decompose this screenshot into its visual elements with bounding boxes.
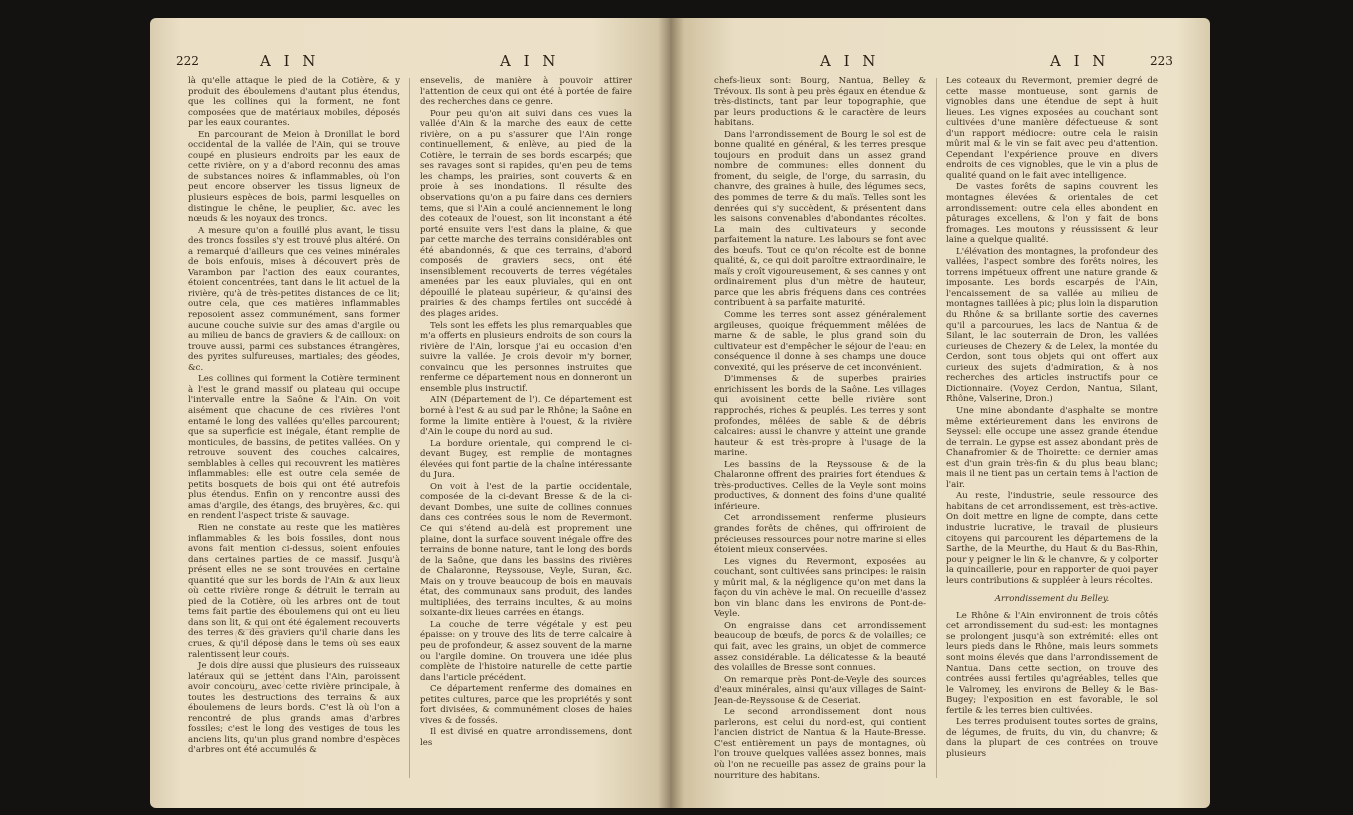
paragraph: Les bassins de la Reyssouse & de la Chalaronne offrent des prairies fort étendues & très-productives. Celles de la Veyle sont moins productives, & donnent des foins d'une qualité inférieure. bbox=[714, 459, 926, 512]
paragraph: On remarque près Pont-de-Veyle des sources d'eaux minérales, ainsi qu'aux villages de Saint-Jean-de-Reyssouse & de Ceseriat. bbox=[714, 674, 926, 706]
right-page-column-2 bbox=[946, 76, 1158, 794]
book-spread bbox=[150, 18, 1210, 808]
paragraph: Une mine abondante d'asphalte se montre même extérieurement dans les environs de Seyssel: elle occupe une assez grande étendue de terrain. Le gypse est assez abondant près de Chanafromier & de Thoirette: ce dernier amas est d'un grain très-fin & du plus beau blanc; mais il ne tient pas un certain tems à l'action de l'air. bbox=[946, 405, 1158, 490]
running-head-left-2: A I N bbox=[500, 52, 560, 70]
paragraph: Comme les terres sont assez généralement argileuses, quoique fréquemment mêlées de marne & de sable, le plus grand soin du cultivateur est d'empêcher le séjour de l'eau: en conséquence il donne à ses champs une douce convexité, qui les préserve de cet inconvénient. bbox=[714, 310, 926, 373]
paragraph: Les collines qui forment la Cotière terminent à l'est le grand massif ou plateau qui occupe l'intervalle entre la Saône & l'Ain. On voit aisément que chacune de ces rivières l'ont entamé le long des vallées qu'elles parcourent; que sa superficie est inégale, étant remplie de monticules, de bassins, de petites vallées. On y retrouve souvent des couches calcaires, semblables à celles qui recouvrent les matières inflammables: elle est outre cela semée de petits bosquets de bois qui ont été autrefois plus étendus. Enfin on y rencontre aussi des amas d'argile, des étangs, des bruyères, &c. qui en rendent l'aspect triste & sauvage. bbox=[188, 374, 400, 522]
paragraph: D'immenses & de superbes prairies enrichissent les bords de la Saône. Les villages qui avoisinent cette belle rivière sont rapprochés, riches & peuplés. Les terres y sont profondes, mêlées de sable & de débris calcaires: aussi le chanvre y atteint une grande hauteur & est très-propre à l'usage de la marine. bbox=[714, 374, 926, 459]
paragraph: Les coteaux du Revermont, premier degré de cette masse montueuse, sont garnis de vignobles dans une étendue de sept à huit lieues. Les vignes exposées au couchant sont cultivées d'une manière défectueuse & sont d'un rapport médiocre: outre cela le raisin mûrit mal & le vin se fait avec peu d'attention. Cependant l'expérience prouve en divers endroits de ces vignobles, que le vin a plus de qualité quand on le fait avec intelligence. bbox=[946, 76, 1158, 181]
paragraph: Le second arrondissement dont nous parlerons, est celui du nord-est, qui contient l'ancien district de Nantua & la Haute-Bresse. C'est entièrement un pays de montagnes, où l'on trouve quelques vallées assez bonnes, mais où l'on ne recueille pas assez de grains pour la nourriture des habitans. bbox=[714, 707, 926, 781]
running-head-right-1: A I N bbox=[820, 52, 880, 70]
paragraph: Le Rhône & l'Ain environnent de trois côtés cet arrondissement du sud-est: les montagnes se prolongent jusqu'à son extrémité: elles ont leurs pieds dans le Rhône, mais leurs sommets sont moins élevés que dans l'arrondissement de Nantua. Dans cette section, on trouve des contrées aussi fertiles qu'agréables, telles que le Valromey, les environs de Belley & le Bas-Bugey; l'exposition en est favorable, le sol fertile & les terres bien cultivées. bbox=[946, 610, 1158, 716]
paragraph: La couche de terre végétale y est peu épaisse: on y trouve des lits de terre calcaire à peu de profondeur, & assez souvent de la marne ou l'argile domine. On trouvera une idée plus complète de l'histoire naturelle de cette partie dans l'article précédent. bbox=[420, 619, 632, 683]
running-head-left-1: A I N bbox=[260, 52, 320, 70]
paragraph: Ce département renferme des domaines en petites cultures, parce que les propriétés y sont fort divisées, & communément closes de haies vives & de fossés. bbox=[420, 684, 632, 726]
paragraph: chefs-lieux sont: Bourg, Nantua, Belley & Trévoux. Ils sont à peu près égaux en étendue & très-distincts, tant par leur topographie, que par leurs productions & le caractère de leurs habitans. bbox=[714, 76, 926, 129]
paragraph: On engraisse dans cet arrondissement beaucoup de bœufs, de porcs & de volailles; ce qui fait, avec les grains, un objet de commerce assez considérable. La délicatesse & la beauté des volailles de Bresse sont connues. bbox=[714, 620, 926, 674]
paragraph: Tels sont les effets les plus remarquables que m'a offerts en plusieurs endroits de son cours la rivière de l'Ain, lorsque j'ai eu occasion d'en suivre la vallée. Je crois devoir m'y borner, convaincu que les personnes instruites que renferme ce département nous en donneront un ensemble plus instructif. bbox=[420, 320, 632, 394]
paragraph: Rien ne constate au reste que les matières inflammables & les bois fossiles, dont nous avons fait mention ci-dessus, soient enfouies dans certaines parties de ce massif. Jusqu'à présent elles ne se sont trouvées en certaine quantité que sur les bords de l'Ain & aux lieux où cette rivière ronge & détruit le terrain au pied de la Cotière, où les arbres ont de tout tems fait partie des éboulemens qui ont eu lieu dans son lit, & qui ont été également recouverts des terres & des graviers qu'il charie dans les crues, & qu'il dépose dans le tems où ses eaux ralentissent leur cours. bbox=[188, 522, 400, 660]
right-page bbox=[670, 18, 1210, 808]
paragraph: En parcourant de Meion à Dronillat le bord occidental de la vallée de l'Ain, qui se trouve coupé en plusieurs endroits par les eaux de cette rivière, on y a d'abord reconnu des amas de substances noires & inflammables, où l'on peut encore observer les tissus ligneux de plusieurs espèces de bois, parmi lesquelles on distingue le chêne, le peuplier, &c. avec les nœuds & les noyaux des troncs. bbox=[188, 129, 400, 225]
paragraph: Pour peu qu'on ait suivi dans ces vues la vallée d'Ain & la marche des eaux de cette rivière, on a pu s'assurer que l'Ain ronge continuellement, & enlève, au pied de la Cotière, le terrain de ses bords escarpés; que ses ravages sont si rapides, qu'en peu de tems les champs, les prairies, sont couverts & en proie à ses inondations. Il résulte des observations qu'on a pu faire dans ces derniers tems, que si l'Ain a coulé anciennement le long des coteaux de l'ouest, son lit inconstant a été porté ensuite vers l'est dans la plaine, & que par cette marche des terrains considérables ont été abandonnés, & que ces terrains, d'abord composés de graviers secs, ont été insensiblement recouverts de terres végétales amenées par les eaux pluviales, qui en ont dépouillé le plateau supérieur, & qu'ainsi des prairies & des champs fertiles ont succédé à des plages arides. bbox=[420, 108, 632, 320]
paragraph: Il est divisé en quatre arrondissemens, dont les bbox=[420, 727, 632, 748]
paragraph: ensevelis, de manière à pouvoir attirer l'attention de ceux qui ont été à portée de faire des recherches dans ce genre. bbox=[420, 76, 632, 108]
book-gutter bbox=[658, 18, 684, 808]
page-number-right: 223 bbox=[1150, 54, 1173, 68]
paragraph: là qu'elle attaque le pied de la Cotière, & y produit des éboulemens d'autant plus étendus, que les collines qui la forment, ne font composées que de matériaux mobiles, déposés par les eaux courantes. bbox=[188, 76, 400, 129]
left-page-column-1 bbox=[188, 76, 400, 794]
paragraph: Les vignes du Revermont, exposées au couchant, sont cultivées sans principes: le raisin y mûrit mal, & la négligence qu'on met dans la façon du vin achève le mal. On recueille d'assez bon vin blanc dans les environs de Pont-de-Veyle. bbox=[714, 556, 926, 620]
page-number-left: 222 bbox=[176, 54, 199, 68]
paragraph: Cet arrondissement renferme plusieurs grandes forêts de chênes, qui offriroient de précieuses ressources pour notre marine si elles étoient mieux conservées. bbox=[714, 513, 926, 556]
running-head-right-2: A I N bbox=[1050, 52, 1110, 70]
library-stamp-mark bbox=[235, 626, 285, 692]
left-page-column-2 bbox=[420, 76, 632, 794]
paragraph: Je dois dire aussi que plusieurs des ruisseaux latéraux qui se jettent dans l'Ain, paroissent avoir concouru, avec cette rivière principale, à toutes les destructions des terrains & aux éboulemens de leurs bords. C'est là où l'on a rencontré de plus grands amas d'arbres fossiles; c'est le long des vestiges de tous les anciens lits, qu'un plus grand nombre d'espèces d'arbres ont été accumulés & bbox=[188, 661, 400, 756]
paragraph: A mesure qu'on a fouillé plus avant, le tissu des troncs fossiles s'y est trouvé plus altéré. On a remarqué d'ailleurs que ces veines minérales de bois enfouis, mises à découvert près de Varambon par l'action des eaux courantes, étoient concentrées, tant dans le lit actuel de la rivière, qu'à de très-petites distances de ce lit; outre cela, que ces matières inflammables reposoient assez communément, sans former aucune couche suivie sur des amas d'argile ou au milieu de bancs de graviers & de cailloux: on trouve aussi, parmi ces substances étrangères, des pyrites sulfureuses, martiales; des géodes, &c. bbox=[188, 225, 400, 373]
paragraph: Les terres produisent toutes sortes de grains, de légumes, de fruits, du vin, du chanvre; & dans la plupart de ces contrées on trouve plusieurs bbox=[946, 717, 1158, 759]
left-page bbox=[150, 18, 670, 808]
paragraph: L'élévation des montagnes, la profondeur des vallées, l'aspect sombre des forêts noires, les torrens impétueux offrent une nature grande & imposante. Les bords escarpés de l'Ain, l'encaissement de sa vallée au milieu de montagnes taillées à pic; plus loin la disparution du Rhône & sa brillante sortie des cavernes qu'il a parcourues, les lacs de Nantua & de Silant, le lac souterrain de Dron, les vallées curieuses de Chezery & de Lelex, la montée du Cerdon, sont tous objets qui ont offert aux curieux des sujets d'admiration, & à nos recherches des articles instructifs pour ce Dictionnaire. (Voyez Cerdon, Nantua, Silant, Rhône, Valserine, Dron.) bbox=[946, 246, 1158, 405]
paragraph: AIN (Département de l'). Ce département est borné à l'est & au sud par le Rhône; la Saône en forme la limite entière à l'ouest, & la rivière d'Ain le coupe du nord au sud. bbox=[420, 395, 632, 438]
section-subheading: Arrondissement du Belley. bbox=[994, 594, 1110, 605]
column-rule bbox=[409, 78, 410, 778]
paragraph: On voit à l'est de la partie occidentale, composée de la ci-devant Bresse & de la ci-devant Dombes, une suite de collines connues dans ces contrées sous le nom de Revermont. Ce qui s'étend au-delà est proprement une plaine, dont la surface souvent inégale offre des terrains de bonne nature, tant le long des bords de la Saône, que dans les bassins des rivières de Chalaronne, Reyssouse, Veyle, Suran, &c. Mais on y trouve beaucoup de bois en mauvais état, des communaux sans produit, des landes multipliées, des terrains incultes, & au moins soixante-dix lieues carrées en étangs. bbox=[420, 481, 632, 619]
column-rule bbox=[936, 78, 937, 778]
paragraph: Au reste, l'industrie, seule ressource des habitans de cet arrondissement, est très-active. On doit mettre en ligne de compte, dans cette industrie lucrative, le travail de plusieurs citoyens qui parcourent les départemens de la Sarthe, de la Meurthe, du Haut & du Bas-Rhin, pour y peigner le lin & le chanvre, & y colporter la quincaillerie, pour en rapporter de quoi payer leurs contributions & suppléer à leurs récoltes. bbox=[946, 491, 1158, 586]
right-page-column-1 bbox=[714, 76, 926, 794]
paragraph: De vastes forêts de sapins couvrent les montagnes élevées & orientales de cet arrondissement: outre cela elles abondent en pâturages excellens, & l'on y fait de bons fromages. Les moutons y réussissent & leur laine a quelque qualité. bbox=[946, 182, 1158, 246]
paragraph: Dans l'arrondissement de Bourg le sol est de bonne qualité en général, & les terres presque toujours en produit dans un assez grand nombre de communes: elles donnent du froment, du seigle, de l'orge, du sarrasin, du chanvre, des graines à huile, des légumes secs, des pommes de terre & du maïs. Telles sont les denrées qui s'y succèdent, & présentent dans les saisons convenables d'abondantes récoltes. La main des cultivateurs y seconde parfaitement la nature. Les labours se font avec des bœufs. Tout ce qu'on récolte est de bonne qualité, &, ce qui doit paroître extraordinaire, le maïs y croît vigoureusement, & ses cannes y ont ordinairement plus d'un mètre de hauteur, parce que les abris fréquens dans ces contrées contribuent à sa parfaite maturité. bbox=[714, 129, 926, 309]
paragraph: La bordure orientale, qui comprend le ci-devant Bugey, est remplie de montagnes élevées qui font partie de la chaîne intéressante du Jura. bbox=[420, 438, 632, 481]
